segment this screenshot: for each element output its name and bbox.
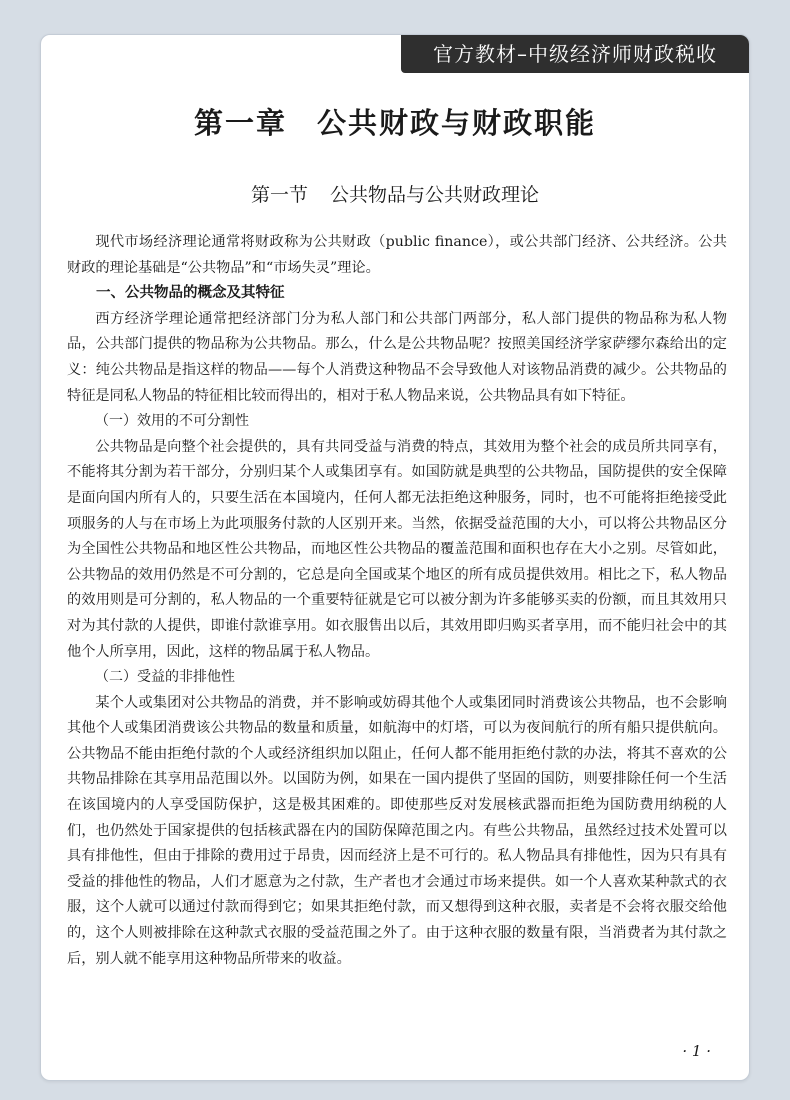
subheading-non-excludability: （二）受益的非排他性 (95, 669, 235, 686)
body-text (67, 230, 727, 972)
paragraph-non-excludability: 某个人或集团对公共物品的消费，并不影响或妨碍其他个人或集团同时消费该公共物品，也不会影响其他个人或集团消费该公共物品的数量和质量，如航海中的灯塔，可以为夜间航行的所有船只提供航向。公共物品不能由拒绝付款的个人或经济组织加以阻止，任何人都不能用拒绝付款的办法，将其不喜欢的公共物品排除在其享用品范围以外。以国防为例，如果在一国内提供了坚固的国防，则要排除任何一个生活在该国境内的人享受国防保护，这是极其困难的。即使那些反对发展核武器而拒绝为国防费用纳税的人们，也仍然处于国家提供的包括核武器在内的国防保障范围之内。有些公共物品，虽然经过技术处置可以具有排他性，但由于排除的费用过于昂贵，因而经济上是不可行的。私人物品具有排他性，因为只有具有受益的排他性的物品，人们才愿意为之付款，生产者也才会通过市场来提供。如一个人喜欢某种款式的衣服，这个人就可以通过付款而得到它；如果其拒绝付款，而又想得到这种衣服，卖者是不会将衣服交给他的，这个人则被排除在这种款式衣服的受益范围之外了。由于这种衣服的数量有限，当消费者为其付款之后，别人就不能享用这种物品所带来的收益。 (67, 694, 727, 967)
intro-paragraph: 现代市场经济理论通常将财政称为公共财政（public finance），或公共部门经济、公共经济。公共财政的理论基础是“公共物品”和“市场失灵”理论。 (67, 234, 727, 276)
section-number: 第一节 (250, 184, 308, 206)
paragraph-indivisibility: 公共物品是向整个社会提供的，具有共同受益与消费的特点，其效用为整个社会的成员所共同享有，不能将其分割为若干部分，分别归某个人或集团享有。如国防就是典型的公共物品，国防提供的安全保障是面向国内所有人的，只要生活在本国境内，任何人都无法拒绝这种服务，同时，也不可能将拒绝接受此项服务的人与在市场上为此项服务付款的人区别开来。当然，依据受益范围的大小，可以将公共物品区分为全国性公共物品和地区性公共物品，而地区性公共物品的覆盖范围和面积也存在大小之别。尽管如此，公共物品的效用仍然是不可分割的，它总是向全国或某个地区的所有成员提供效用。相比之下，私人物品的效用则是可分割的，私人物品的一个重要特征就是它可以被分割为许多能够买卖的份额，而且其效用只对为其付款的人提供，即谁付款谁享用。如衣服售出以后，其效用即归购买者享用，而不能归社会中的其他个人所享用，因此，这样的物品属于私人物品。 (67, 438, 727, 660)
section-title: 公共物品与公共财政理论 (330, 184, 540, 206)
page-number: · 1 · (682, 1042, 711, 1060)
chapter-number: 第一章 (193, 106, 287, 140)
subheading-indivisibility: （一）效用的不可分割性 (95, 413, 249, 430)
paragraph-definition: 西方经济学理论通常把经济部门分为私人部门和公共部门两部分，私人部门提供的物品称为私人物品，公共部门提供的物品称为公共物品。那么，什么是公共物品呢？按照美国经济学家萨缪尔森给出的定义：纯公共物品是指这样的物品——每个人消费这种物品不会导致他人对该物品消费的减少。公共物品的特征是同私人物品的特征相比较而得出的，相对于私人物品来说，公共物品具有如下特征。 (67, 310, 727, 404)
chapter-title: 公共财政与财政职能 (317, 106, 597, 140)
book-page (40, 34, 750, 1081)
chapter-heading (41, 101, 749, 142)
section-heading (41, 180, 749, 207)
book-title-banner: 官方教材–中级经济师财政税收 (401, 35, 749, 73)
heading-public-goods-concept: 一、公共物品的概念及其特征 (96, 285, 285, 302)
